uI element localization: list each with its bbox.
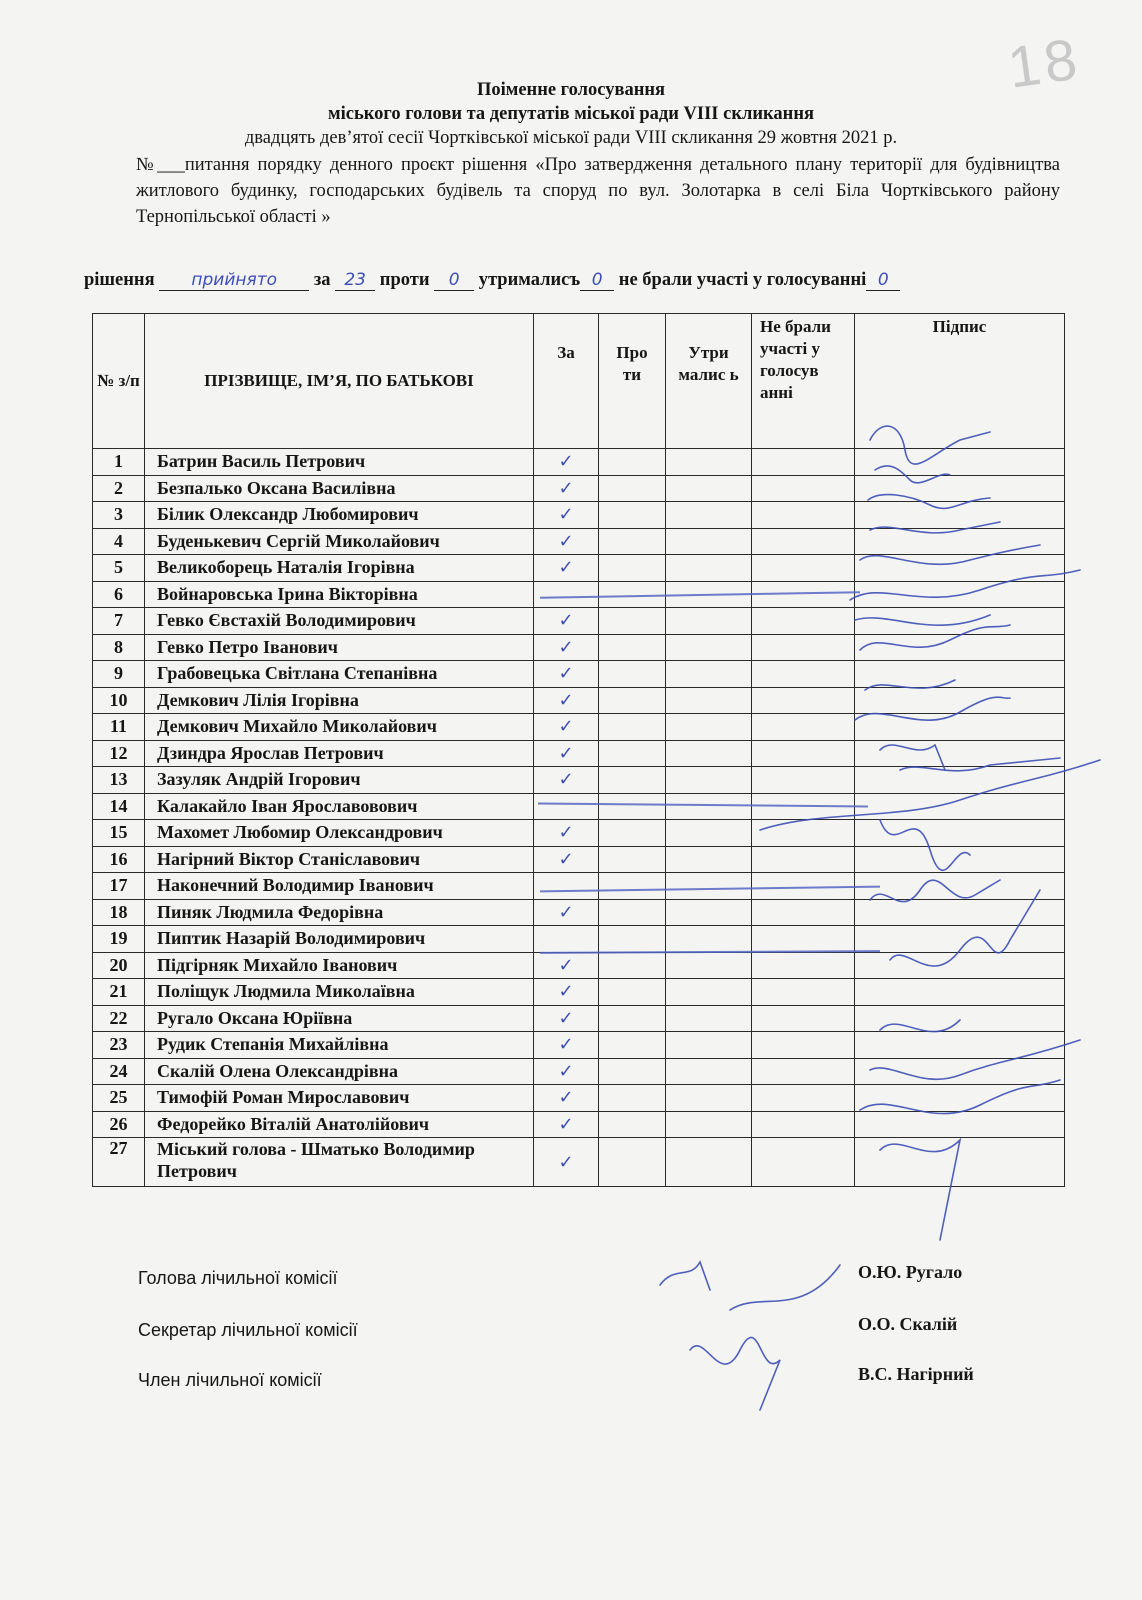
row-number: 27 (93, 1138, 145, 1187)
member-name: Пиняк Людмила Федорівна (145, 899, 534, 926)
row-number: 10 (93, 687, 145, 714)
vote-for-mark: ✓ (534, 1085, 599, 1112)
member-name: Великоборець Наталія Ігорівна (145, 555, 534, 582)
chair-name: О.Ю. Ругало (858, 1262, 963, 1282)
member-name: Демкович Лілія Ігорівна (145, 687, 534, 714)
member-name: Скалій Олена Олександрівна (145, 1058, 534, 1085)
for-count: 23 (335, 270, 375, 291)
vote-for-mark: ✓ (534, 846, 599, 873)
header-name: ПРІЗВИЩЕ, ІМ’Я, ПО БАТЬКОВІ (145, 314, 534, 449)
document-title: Поіменне голосування (476, 80, 666, 100)
row-number: 18 (93, 899, 145, 926)
row-number: 5 (93, 555, 145, 582)
vote-for-mark: ✓ (534, 634, 599, 661)
row-number: 6 (93, 581, 145, 608)
header-for: За (534, 314, 599, 449)
header-signature: Підпис (855, 314, 1065, 449)
row-number: 14 (93, 793, 145, 820)
not-voted-count: 0 (866, 270, 900, 291)
decision-result: прийнято (159, 270, 309, 291)
member-name: Махомет Любомир Олександрович (145, 820, 534, 847)
header-abstained: Утри малис ь (666, 314, 752, 449)
member-name: Пиптик Назарій Володимирович (145, 926, 534, 953)
member-name: Батрин Василь Петрович (145, 449, 534, 476)
row-number: 21 (93, 979, 145, 1006)
vote-for-mark: ✓ (534, 1032, 599, 1059)
row-number: 26 (93, 1111, 145, 1138)
row-number: 16 (93, 846, 145, 873)
row-number: 19 (93, 926, 145, 953)
row-number: 1 (93, 449, 145, 476)
member-name: Тимофій Роман Мирославович (145, 1085, 534, 1112)
agenda-question: №___питання порядку денного проєкт рішення «Про затвердження детального плану території для будівництва житлового будинку, господарських будівель та споруд по вул. Золотарка в селі Біла Чортківського району Тернопільської області » (136, 155, 1060, 227)
header-against: Про ти (599, 314, 666, 449)
secretary-name: О.О. Скалій (858, 1314, 958, 1334)
row-number: 23 (93, 1032, 145, 1059)
member-name: Калакайло Іван Ярославовович (145, 793, 534, 820)
vote-for-mark: ✓ (534, 1005, 599, 1032)
row-number: 4 (93, 528, 145, 555)
member-name: Гевко Євстахій Володимирович (145, 608, 534, 635)
member-name: Грабовецька Світлана Степанівна (145, 661, 534, 688)
vote-for-mark: ✓ (534, 502, 599, 529)
abstained-label: утрималисъ (478, 270, 581, 290)
vote-for-mark: ✓ (534, 820, 599, 847)
row-number: 7 (93, 608, 145, 635)
vote-for-mark: ✓ (534, 608, 599, 635)
member-name: Підгірняк Михайло Іванович (145, 952, 534, 979)
session-line: двадцять дев’ятої сесії Чортківської міської ради VIII скликання 29 жовтня 2021 р. (244, 128, 898, 148)
vote-for-mark: ✓ (534, 661, 599, 688)
vote-for-mark: ✓ (534, 687, 599, 714)
chair-label: Голова лічильної комісії (138, 1268, 338, 1288)
member-name: Міський голова - Шматько Володимир Петрович (145, 1138, 534, 1187)
vote-for-mark: ✓ (534, 1138, 599, 1187)
member-name: Демкович Михайло Миколайович (145, 714, 534, 741)
vote-for-mark: ✓ (534, 475, 599, 502)
vote-for-mark: ✓ (534, 952, 599, 979)
member-name: Буденькевич Сергій Миколайович (145, 528, 534, 555)
vote-for-mark: ✓ (534, 528, 599, 555)
header-not-voted: Не брали участі у голосув анні (752, 314, 855, 449)
header-number: № з/п (93, 314, 145, 449)
member-name: Безпалько Оксана Василівна (145, 475, 534, 502)
row-number: 20 (93, 952, 145, 979)
member-name: Рудик Степанія Михайлівна (145, 1032, 534, 1059)
row-number: 22 (93, 1005, 145, 1032)
row-number: 11 (93, 714, 145, 741)
for-label: за (313, 270, 331, 290)
vote-for-mark: ✓ (534, 740, 599, 767)
vote-for-mark: ✓ (534, 979, 599, 1006)
row-number: 25 (93, 1085, 145, 1112)
vote-for-mark: ✓ (534, 899, 599, 926)
member-name: Поліщук Людмила Миколаївна (145, 979, 534, 1006)
member-name: Ругало Оксана Юріївна (145, 1005, 534, 1032)
page-number: 18 (1003, 26, 1085, 101)
against-label: проти (379, 270, 430, 290)
row-number: 12 (93, 740, 145, 767)
vote-for-mark: ✓ (534, 555, 599, 582)
member-label: Член лічильної комісії (138, 1370, 322, 1390)
row-number: 9 (93, 661, 145, 688)
member-name: Войнаровська Ірина Вікторівна (145, 581, 534, 608)
vote-for-mark: ✓ (534, 449, 599, 476)
member-name: Нагірний Віктор Станіславович (145, 846, 534, 873)
vote-for-mark: ✓ (534, 767, 599, 794)
not-voted-label: не брали участі у голосуванні (618, 270, 867, 290)
member-name: Гевко Петро Іванович (145, 634, 534, 661)
decision-label: рішення (84, 270, 155, 290)
vote-for-mark: ✓ (534, 1111, 599, 1138)
row-number: 15 (93, 820, 145, 847)
row-number: 2 (93, 475, 145, 502)
secretary-label: Секретар лічильної комісії (138, 1320, 358, 1340)
row-number: 13 (93, 767, 145, 794)
member-name: Федорейко Віталій Анатолійович (145, 1111, 534, 1138)
against-count: 0 (434, 270, 474, 291)
member-name: Зазуляк Андрій Ігорович (145, 767, 534, 794)
row-number: 8 (93, 634, 145, 661)
member-name: Наконечний Володимир Іванович (145, 873, 534, 900)
row-number: 3 (93, 502, 145, 529)
abstained-count: 0 (580, 270, 614, 291)
row-number: 24 (93, 1058, 145, 1085)
member-name: Білик Олександр Любомирович (145, 502, 534, 529)
member-name: В.С. Нагірний (858, 1364, 974, 1384)
vote-for-mark: ✓ (534, 1058, 599, 1085)
vote-for-mark: ✓ (534, 714, 599, 741)
row-number: 17 (93, 873, 145, 900)
member-name: Дзиндра Ярослав Петрович (145, 740, 534, 767)
document-subtitle: міського голови та депутатів міської ради VIII скликання (328, 104, 814, 124)
